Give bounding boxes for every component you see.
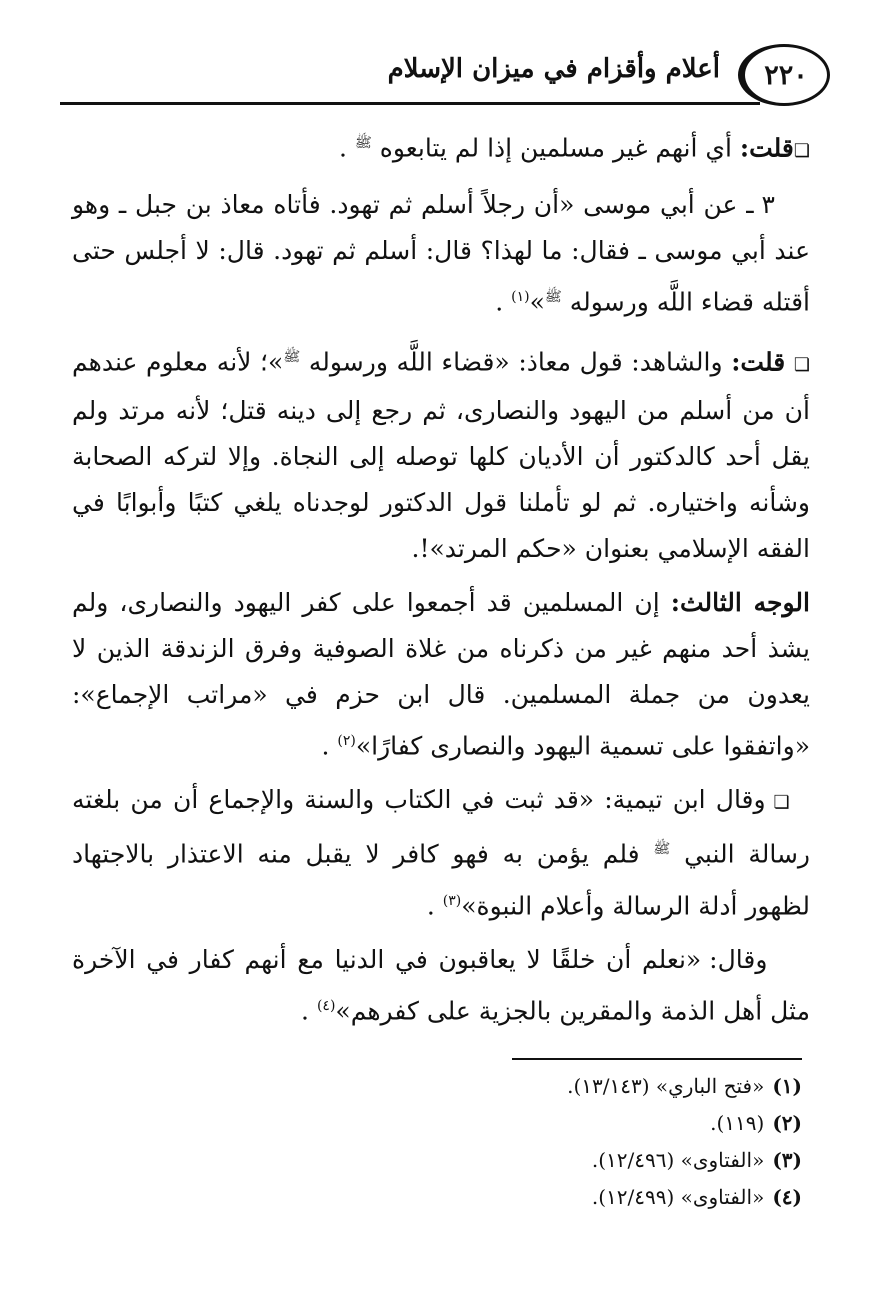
- paragraph-text: وقال ابن تيمية: «قد ثبت في الكتاب والسنة والإجماع أن من بلغته رسالة النبي: [72, 785, 811, 869]
- page-number-text: ٢٢٠: [764, 59, 808, 91]
- salutation-glyph: ﷺ: [544, 289, 562, 306]
- footnote-number: (٣): [772, 1148, 802, 1172]
- paragraph-4: [72, 580, 810, 769]
- header-rule: [60, 102, 760, 105]
- paragraph-text: »: [529, 287, 545, 317]
- footnote-item: [202, 1179, 802, 1216]
- paragraph-text: إن المسلمين قد أجمعوا على كفر اليهود والنصارى، ولم يشذ أحد منهم غير من ذكرناه من غلاة الصوفية وفرق الزندقة الذين لا يعدون من جملة المسلمين. قال ابن حزم في «مراتب الإجماع»: «واتفقوا على تسمية اليهود والنصارى كفارًا»: [72, 587, 810, 761]
- paragraph-end: .: [339, 133, 355, 163]
- footnote-ref[interactable]: (٤): [316, 997, 336, 1014]
- paragraph-text: والشاهد: قول معاذ: «قضاء اللَّه ورسوله: [300, 346, 732, 376]
- footnote-text: «فتح الباري» (١٣/١٤٣).: [567, 1074, 765, 1098]
- footnote-item: [202, 1142, 802, 1179]
- salutation-glyph: ﷺ: [354, 135, 372, 151]
- paragraph-1: [72, 120, 810, 174]
- footnotes: [202, 1068, 802, 1216]
- paragraph-text: وقال: «نعلم أن خلقًا لا يعاقبون في الدنيا مع أنهم كفار في الآخرة مثل أهل الذمة والمقرين بالجزية على كفرهم»: [72, 944, 810, 1026]
- footnote-text: «الفتاوى» (١٢/٤٩٦).: [591, 1148, 765, 1172]
- footnote-ref[interactable]: (٣): [442, 892, 462, 909]
- section-heading: الوجه الثالث:: [670, 587, 810, 617]
- footnote-rule: [512, 1058, 802, 1060]
- footnote-ref[interactable]: (٢): [337, 732, 356, 749]
- paragraph-5: [72, 777, 810, 929]
- page-number: [738, 44, 830, 106]
- box-marker-icon: ❏: [773, 792, 790, 814]
- paragraph-3: [72, 334, 810, 572]
- paragraph-text: »؛ لأنه معلوم عندهم أن من أسلم من اليهود والنصارى، ثم رجع إلى دينه قتل؛ لأنه مرتد ولم يقل أحد كالدكتور أن الأديان كلها توصله إلى النجاة. وإلا لتركه الصحابة وشأنه واختياره. ثم لو تأملنا قول الدكتور لوجدناه يلغي كتبًا وأبوابًا في الفقه الإسلامي بعنوان «حكم المرتد»!.: [72, 346, 810, 563]
- footnote-item: [202, 1068, 802, 1105]
- footnote-number: (٢): [772, 1111, 802, 1135]
- footnote-ref[interactable]: (١): [511, 289, 530, 306]
- salutation-glyph: ﷺ: [283, 348, 301, 365]
- paragraph-end: .: [321, 731, 338, 761]
- paragraph-end: .: [301, 996, 317, 1026]
- footnote-text: (١١٩).: [710, 1111, 765, 1135]
- page-header: [60, 38, 830, 118]
- paragraph-lead: قلت:: [739, 133, 794, 163]
- running-title: أعلام وأقزام في ميزان الإسلام: [387, 54, 720, 84]
- paragraph-text: فلم يؤمن به فهو كافر لا يقبل منه الاعتذار بالاجتهاد لظهور أدلة الرسالة وأعلام النبوة»: [72, 839, 810, 920]
- footnote-number: (٤): [772, 1185, 802, 1209]
- paragraph-end: .: [426, 890, 443, 920]
- paragraph-end: .: [495, 287, 512, 317]
- footnote-item: [202, 1105, 802, 1142]
- paragraph-2: [72, 182, 810, 325]
- paragraph-6: [72, 937, 810, 1034]
- footnote-text: «الفتاوى» (١٢/٤٩٩).: [591, 1185, 765, 1209]
- footnote-number: (١): [772, 1074, 802, 1098]
- box-marker-icon: ❏: [793, 353, 810, 375]
- salutation-glyph: ﷺ: [653, 841, 671, 858]
- paragraph-text: أي أنهم غير مسلمين إذا لم يتابعوه: [371, 133, 740, 163]
- paragraph-text: ٣ ـ عن أبي موسى «أن رجلاً أسلم ثم تهود. فأتاه معاذ بن جبل ـ وهو عند أبي موسى ـ فقال: ما لهذا؟ قال: أسلم ثم تهود. قال: لا أجلس حتى أقتله قضاء اللَّه ورسوله: [72, 190, 810, 317]
- main-text: [72, 120, 810, 1042]
- paragraph-lead: قلت:: [731, 346, 786, 376]
- box-marker-icon: ❏: [793, 140, 810, 162]
